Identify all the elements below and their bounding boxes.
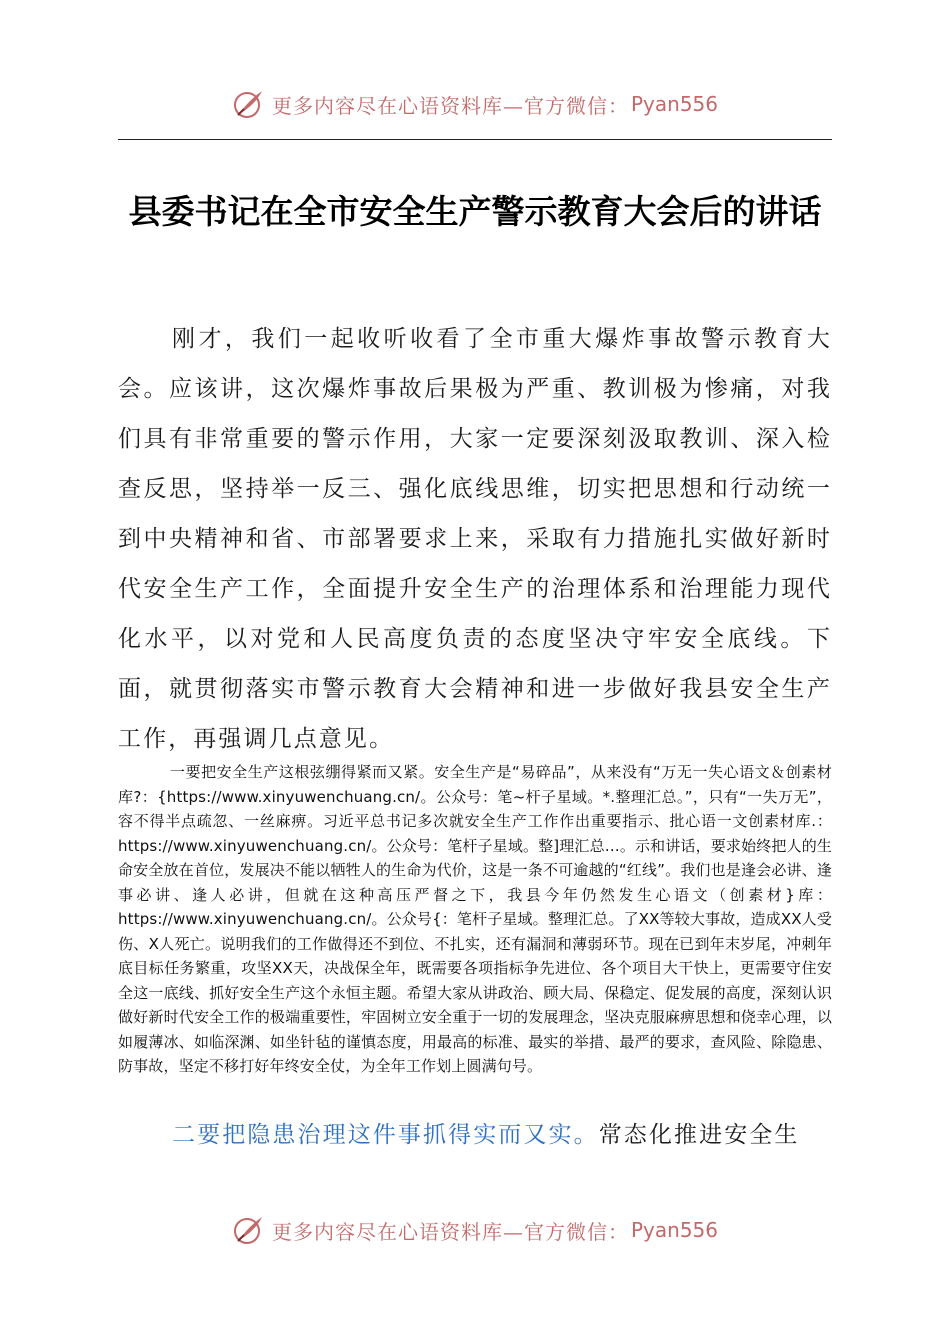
point-two-paragraph (118, 1110, 832, 1160)
point-two-text: 常态化推进安全生 (598, 1122, 800, 1148)
wechat-id: Pyan556 (630, 1218, 718, 1242)
banner-text: 更多内容尽在心语资料库—官方微信： (271, 93, 629, 118)
point-one-paragraph: 一要把安全生产这根弦绷得紧而又紧。安全生产是“易碎品”，从来没有“万无一失心语文＆创素材库?：{https://www.xinyuwenchuang.cn/。公众号：笔~杆子星域。*.整理汇总。”，只有“一失万无”，容不得半点疏忽、一丝麻痹。习近平总书记多次就安全生产工作作出重要指示、批心语一文创素材库.：https://www.xinyuwenchuang.cn/。公众号：笔杆子星域。整]理汇总…。示和讲话，要求始终把人的生命安全放在首位，发展决不能以牺牲人的生命为代价，这是一条不可逾越的“红线”。我们也是逢会必讲、逢事必讲、逢人必讲，但就在这种高压严督之下，我县今年仍然发生心语文（创素材}库：https://www.xinyuwenchuang.cn/。公众号{：笔杆子星域。整理汇总。了XX等较大事故，造成XX人受伤、X人死亡。说明我们的工作做得还不到位、不扎实，还有漏洞和薄弱环节。现在已到年末岁尾，冲刺年底目标任务繁重，攻坚XX天，决战保全年，既需要各项指标争先进位、各个项目大干快上，更需要守住安全这一底线、抓好安全生产这个永恒主题。希望大家从讲政治、顾大局、保稳定、促发展的高度，深刻认识做好新时代安全工作的极端重要性，牢固树立安全重于一切的发展理念，坚决克服麻痹思想和侥幸心理，以如履薄冰、如临深渊、如坐针毡的谨慎态度，用最高的标准、最实的举措、最严的要求，查风险、除隐患、防事故，坚定不移打好年终安全仗，为全年工作划上圆满句号。 (118, 763, 832, 1075)
footer-watermark-banner (0, 1210, 950, 1250)
point-two-heading: 二要把隐患治理这件事抓得实而又实。 (172, 1122, 599, 1148)
header-watermark-banner (0, 84, 950, 124)
banner-text: 更多内容尽在心语资料库—官方微信： (271, 1219, 629, 1244)
header-divider (118, 139, 832, 140)
quill-logo-icon (232, 1213, 266, 1247)
document-title: 县委书记在全市安全生产警示教育大会后的讲话 (128, 192, 822, 231)
quill-logo-icon (232, 87, 266, 121)
intro-paragraph: 刚才，我们一起收听收看了全市重大爆炸事故警示教育大会。应该讲，这次爆炸事故后果极为严重、教训极为惨痛，对我们具有非常重要的警示作用，大家一定要深刻汲取教训、深入检查反思，坚持举一反三、强化底线思维，切实把思想和行动统一到中央精神和省、市部署要求上来，采取有力措施扎实做好新时代安全生产工作，全面提升安全生产的治理体系和治理能力现代化水平，以对党和人民高度负责的态度坚决守牢安全底线。下面，就贯彻落实市警示教育大会精神和进一步做好我县安全生产工作，再强调几点意见。 (118, 326, 832, 752)
wechat-id: Pyan556 (630, 92, 718, 116)
